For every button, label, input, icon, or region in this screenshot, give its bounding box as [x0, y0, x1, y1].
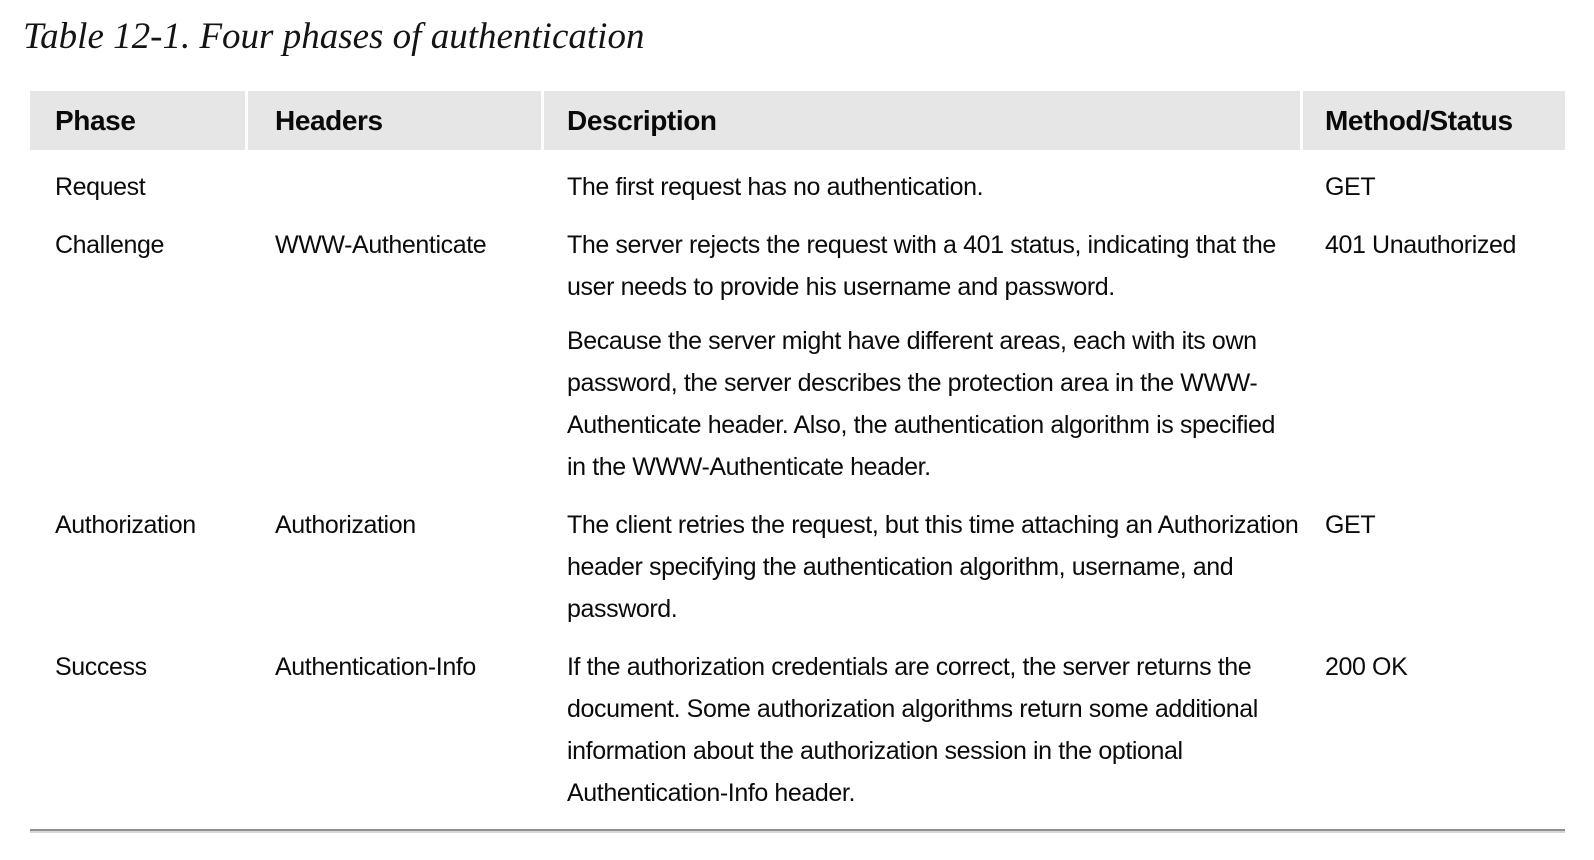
cell-phase: Authorization: [55, 511, 196, 539]
cell-headers: Authorization: [275, 511, 416, 539]
cell-method-status: 200 OK: [1325, 653, 1408, 681]
table-row-challenge: [30, 208, 1565, 488]
cell-description: [544, 488, 1300, 630]
cell-description: [544, 150, 1300, 208]
cell-method-status: 401 Unauthorized: [1325, 231, 1516, 259]
rule-light-line: [30, 831, 1565, 833]
description-paragraph: The client retries the request, but this time attaching an Authorization header specifying the authentication algorithm, username, and password.: [567, 511, 1299, 623]
header-cell-phase: Phase: [30, 91, 245, 150]
description-paragraph: If the authorization credentials are correct, the server returns the document. Some authorization algorithms return some additional information about the authorization session in the optional Authentication-Info header.: [567, 653, 1258, 807]
cell-description: [544, 630, 1300, 814]
cell-description: [544, 208, 1300, 488]
table-row-authorization: [30, 488, 1565, 630]
cell-phase: Request: [55, 173, 146, 201]
cell-phase: Challenge: [55, 231, 164, 259]
cell-headers: [248, 150, 541, 208]
description-paragraph: The server rejects the request with a 401 status, indicating that the user needs to provide his username and password.: [567, 231, 1276, 301]
description-paragraph: The first request has no authentication.: [567, 173, 984, 201]
table-row-success: [30, 630, 1565, 814]
description-paragraph: Because the server might have different areas, each with its own password, the server describes the protection area in the WWW-Authenticate header. Also, the authentication algorithm is specified in the WWW-Authenticate header.: [567, 327, 1275, 481]
table-header-row: [30, 91, 1565, 150]
header-cell-description: Description: [544, 91, 1300, 150]
table-caption: Table 12-1. Four phases of authentication: [23, 16, 645, 57]
authentication-phases-table: [30, 91, 1565, 829]
cell-phase: Success: [55, 653, 147, 681]
cell-method-status: GET: [1325, 511, 1376, 539]
cell-headers: Authentication-Info: [275, 653, 476, 681]
cell-headers: WWW-Authenticate: [275, 231, 487, 259]
table-row-request: [30, 150, 1565, 208]
header-cell-headers: Headers: [248, 91, 541, 150]
header-cell-method-status: Method/Status: [1303, 91, 1565, 150]
cell-method-status: GET: [1325, 173, 1376, 201]
